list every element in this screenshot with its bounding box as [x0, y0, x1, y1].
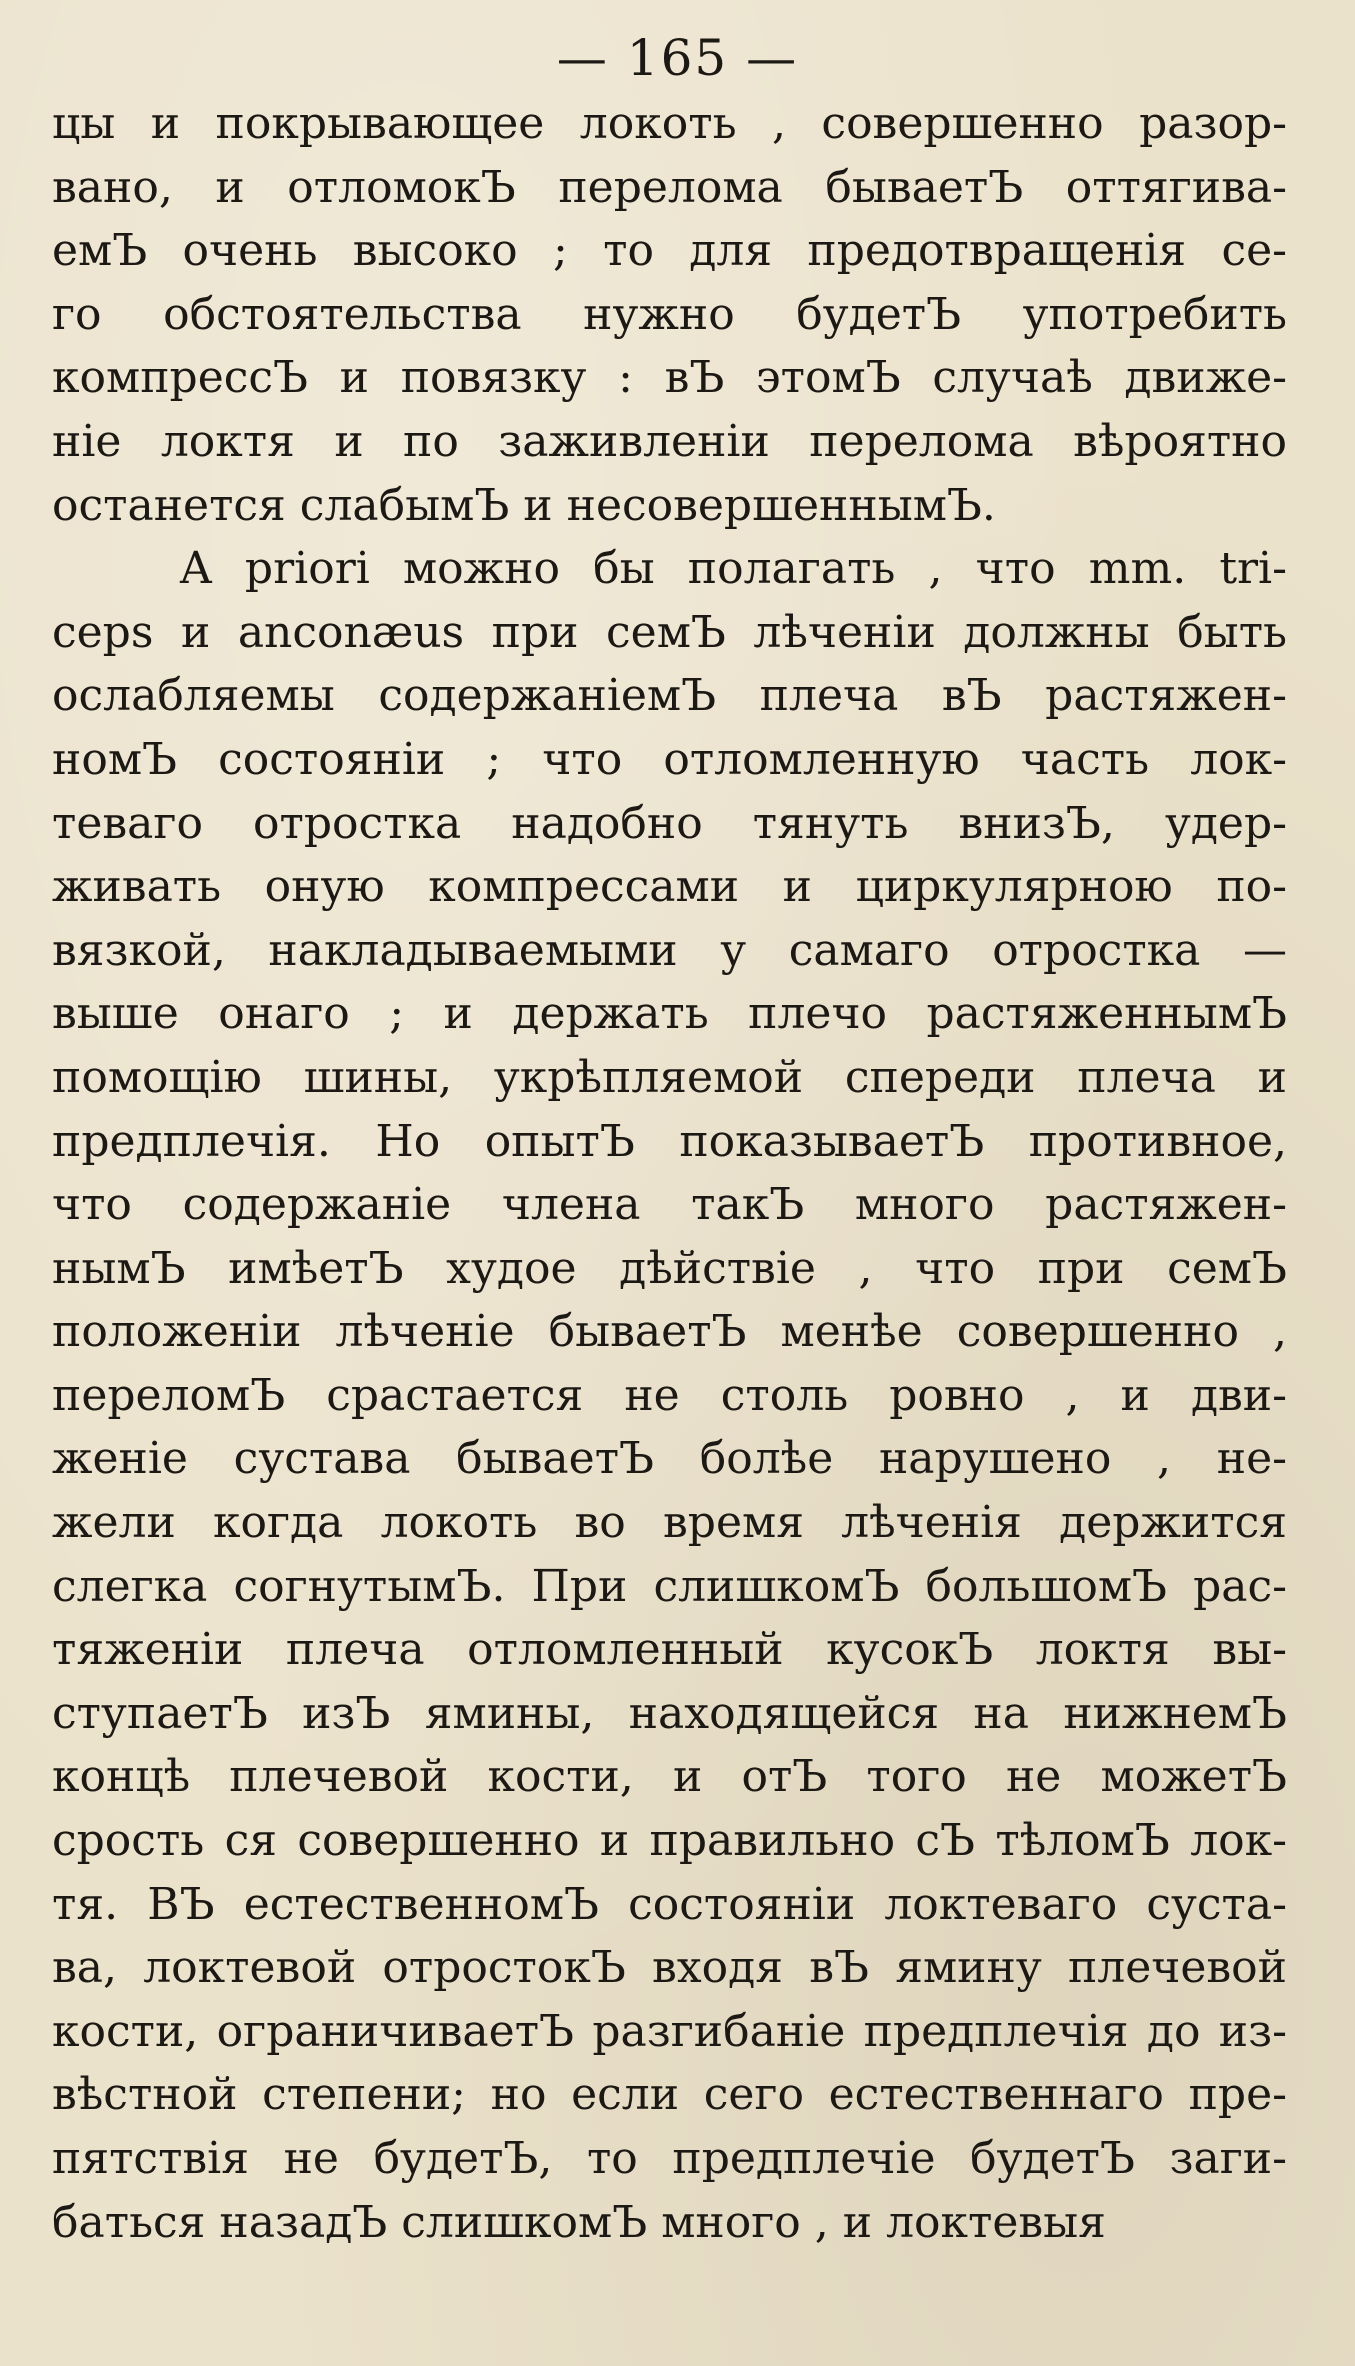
text-line: емЪ очень высоко ; то для предотвращенія се-: [52, 225, 1287, 277]
text-line: концѣ плечевой кости, и отЪ того не можетЪ: [52, 1751, 1287, 1803]
text-line: жели когда локоть во время лѣченія держится: [52, 1497, 1287, 1549]
text-line: женіе сустава бываетЪ болѣе нарушено , не-: [52, 1433, 1287, 1485]
text-line: выше онаго ; и держать плечо растяженнымЪ: [52, 988, 1287, 1040]
text-line: ослабляемы содержаніемЪ плеча вЪ растяжен-: [52, 670, 1287, 722]
text-line: срость ся совершенно и правильно сЪ тѣломЪ лок-: [52, 1815, 1287, 1867]
text-line: кости, ограничиваетЪ разгибаніе предплечія до из-: [52, 2005, 1287, 2057]
paragraph-start-line: A priori можно бы полагать , что mm. tri-: [180, 543, 1287, 595]
text-line: тя. ВЪ естественномЪ состояніи локтеваго суста-: [52, 1878, 1287, 1930]
text-line: номЪ состояніи ; что отломленную часть лок-: [52, 733, 1287, 785]
text-line: ступаетЪ изЪ ямины, находящейся на нижнемЪ: [52, 1687, 1287, 1739]
text-line: помощію шины, укрѣпляемой спереди плеча и: [52, 1051, 1287, 1103]
text-line: что содержаніе члена такЪ много растяжен-: [52, 1179, 1287, 1231]
text-line: ва, локтевой отростокЪ входя вЪ ямину плечевой: [52, 1942, 1287, 1994]
text-line: вѣстной степени; но если сего естественнаго пре-: [52, 2069, 1287, 2121]
text-line: вано, и отломокЪ перелома бываетЪ оттягива-: [52, 161, 1287, 213]
text-line: нымЪ имѣетЪ худое дѣйствіе , что при семЪ: [52, 1242, 1287, 1294]
text-line: тяженіи плеча отломленный кусокЪ локтя вы-: [52, 1624, 1287, 1676]
text-line: останется слабымЪ и несовершеннымЪ.: [52, 479, 996, 531]
text-line: ceps и anconæus при семЪ лѣченіи должны быть: [52, 606, 1287, 658]
text-line: ніе локтя и по заживленіи перелома вѣроятно: [52, 415, 1287, 467]
page-number: — 165 —: [556, 29, 799, 87]
body-text: [52, 92, 1287, 2254]
text-line: живать оную компрессами и циркулярною по-: [52, 861, 1287, 913]
text-line: пятствія не будетЪ, то предплечіе будетЪ заги-: [52, 2133, 1287, 2184]
text-line: положеніи лѣченіе бываетЪ менѣе совершенно ,: [52, 1306, 1287, 1358]
text-line: предплечія. Но опытЪ показываетЪ противное,: [52, 1115, 1287, 1167]
text-line: го обстоятельства нужно будетЪ употребить: [52, 288, 1287, 340]
text-line: компрессЪ и повязку : вЪ этомЪ случаѣ движе-: [52, 352, 1287, 404]
text-line: вязкой, накладываемыми у самаго отростка —: [52, 924, 1287, 976]
text-line: цы и покрывающее локоть , совершенно разор-: [52, 98, 1287, 149]
text-line: слегка согнутымЪ. При слишкомЪ большомЪ рас-: [52, 1560, 1287, 1612]
text-line: теваго отростка надобно тянуть внизЪ, удер-: [52, 797, 1287, 849]
text-line: баться назадЪ слишкомЪ много , и локтевыя: [52, 2196, 1106, 2248]
text-line: переломЪ срастается не столь ровно , и дви-: [52, 1369, 1287, 1421]
